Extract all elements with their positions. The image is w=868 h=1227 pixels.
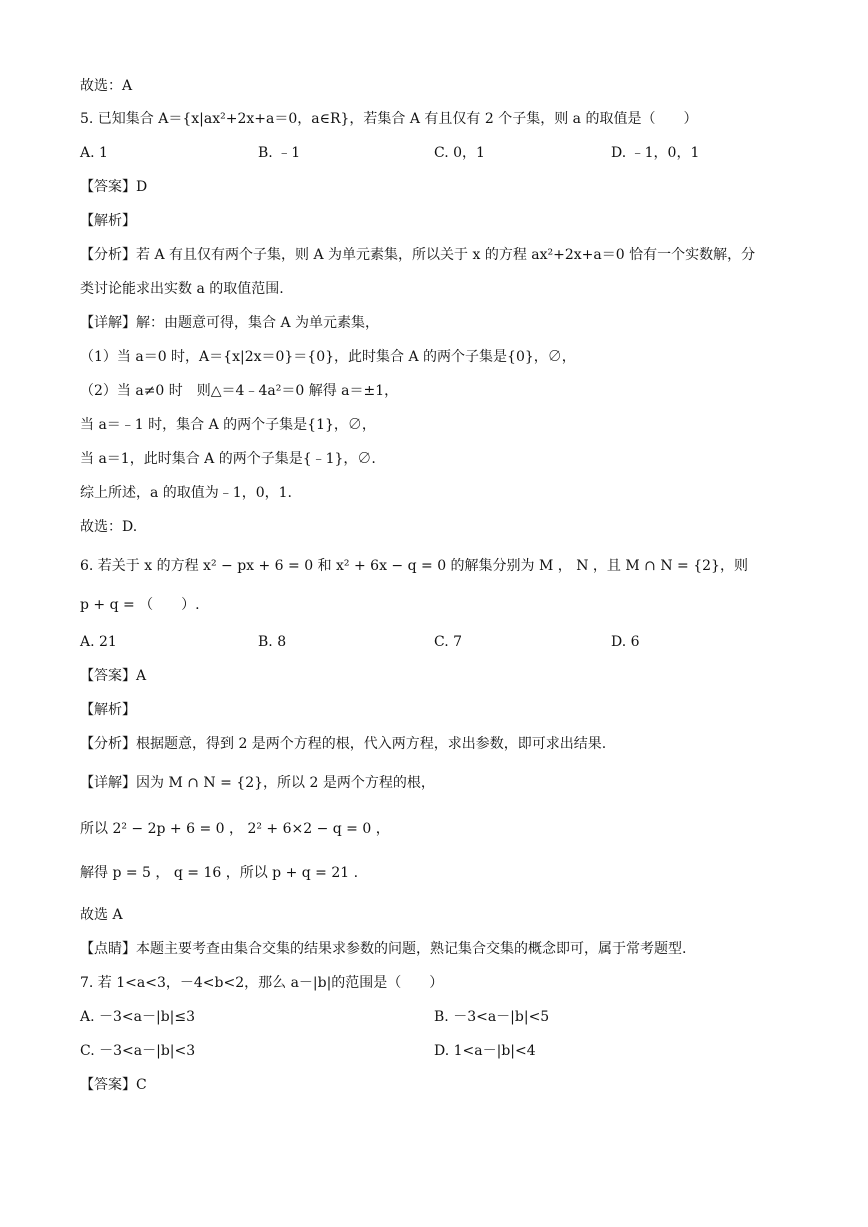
q6-analysis-heading: 【解析】 bbox=[80, 702, 136, 718]
q7-option-c: C. －3<a－|b|<3 bbox=[80, 1043, 196, 1059]
q5-detail-a-neg1: 当 a＝﹣1 时，集合 A 的两个子集是{1}，∅， bbox=[80, 417, 376, 433]
q6-comment: 【点睛】本题主要考查由集合交集的结果求参数的问题，熟记集合交集的概念即可，属于常考题型. bbox=[80, 941, 687, 957]
q5-option-d: D. ﹣1，0，1 bbox=[611, 145, 700, 161]
q5-answer: 【答案】D bbox=[80, 179, 148, 195]
q7-option-b: B. －3<a－|b|<5 bbox=[434, 1009, 550, 1025]
q6-detail-line3: 解得 p = 5 ， q = 16 ，所以 p + q = 21 . bbox=[80, 865, 359, 881]
q5-detail-a-1: 当 a＝1，此时集合 A 的两个子集是{﹣1}，∅. bbox=[80, 451, 376, 467]
q6-option-d: D. 6 bbox=[611, 634, 640, 650]
q5-detail-case2: （2）当 a≠0 时 则△＝4﹣4a²＝0 解得 a＝±1， bbox=[80, 383, 399, 399]
question-6-text-cont: p + q = （ ）. bbox=[80, 597, 200, 613]
q5-detail-line1: 【详解】解：由题意可得，集合 A 为单元素集， bbox=[80, 315, 380, 331]
q7-option-d: D. 1<a－|b|<4 bbox=[434, 1043, 536, 1059]
q5-option-c: C. 0，1 bbox=[434, 145, 485, 161]
question-5-text: 5. 已知集合 A＝{x|ax²+2x+a＝0，a∈R}，若集合 A 有且仅有 2 个子集，则 a 的取值是（ ） bbox=[80, 111, 698, 127]
question-7-text: 7. 若 1<a<3，－4<b<2，那么 a－|b|的范围是（ ） bbox=[80, 975, 444, 991]
q6-select-a: 故选 A bbox=[80, 907, 123, 923]
q6-analysis: 【分析】根据题意，得到 2 是两个方程的根，代入两方程，求出参数，即可求出结果. bbox=[80, 736, 607, 752]
answer-select-a: 故选：A bbox=[80, 78, 133, 94]
q5-option-b: B. ﹣1 bbox=[258, 145, 301, 161]
q6-detail-line1: 【详解】因为 M ∩ N = {2}，所以 2 是两个方程的根， bbox=[80, 775, 435, 791]
q7-answer: 【答案】C bbox=[80, 1077, 147, 1093]
q6-detail-line2: 所以 2² − 2p + 6 = 0 ， 2² + 6×2 − q = 0 ， bbox=[80, 821, 390, 837]
q5-summary: 综上所述，a 的取值为﹣1，0，1. bbox=[80, 485, 292, 501]
q6-option-a: A. 21 bbox=[80, 634, 117, 650]
q5-option-a: A. 1 bbox=[80, 145, 108, 161]
q5-select-d: 故选：D. bbox=[80, 519, 138, 535]
q5-detail-case1: （1）当 a＝0 时，A＝{x|2x＝0}＝{0}，此时集合 A 的两个子集是{0}，∅， bbox=[80, 349, 576, 365]
q5-analysis-heading: 【解析】 bbox=[80, 213, 136, 229]
q6-option-b: B. 8 bbox=[258, 634, 287, 650]
q6-option-c: C. 7 bbox=[434, 634, 463, 650]
question-6-text: 6. 若关于 x 的方程 x² − px + 6 = 0 和 x² + 6x − q = 0 的解集分别为 M ， N ，且 M ∩ N = {2}，则 bbox=[80, 558, 748, 574]
q7-option-a: A. －3<a－|b|≤3 bbox=[80, 1009, 196, 1025]
q6-answer: 【答案】A bbox=[80, 668, 147, 684]
q5-analysis-line1: 【分析】若 A 有且仅有两个子集，则 A 为单元素集，所以关于 x 的方程 ax²+2x+a＝0 恰有一个实数解，分 bbox=[80, 247, 756, 263]
q5-analysis-line2: 类讨论能求出实数 a 的取值范围. bbox=[80, 281, 284, 297]
